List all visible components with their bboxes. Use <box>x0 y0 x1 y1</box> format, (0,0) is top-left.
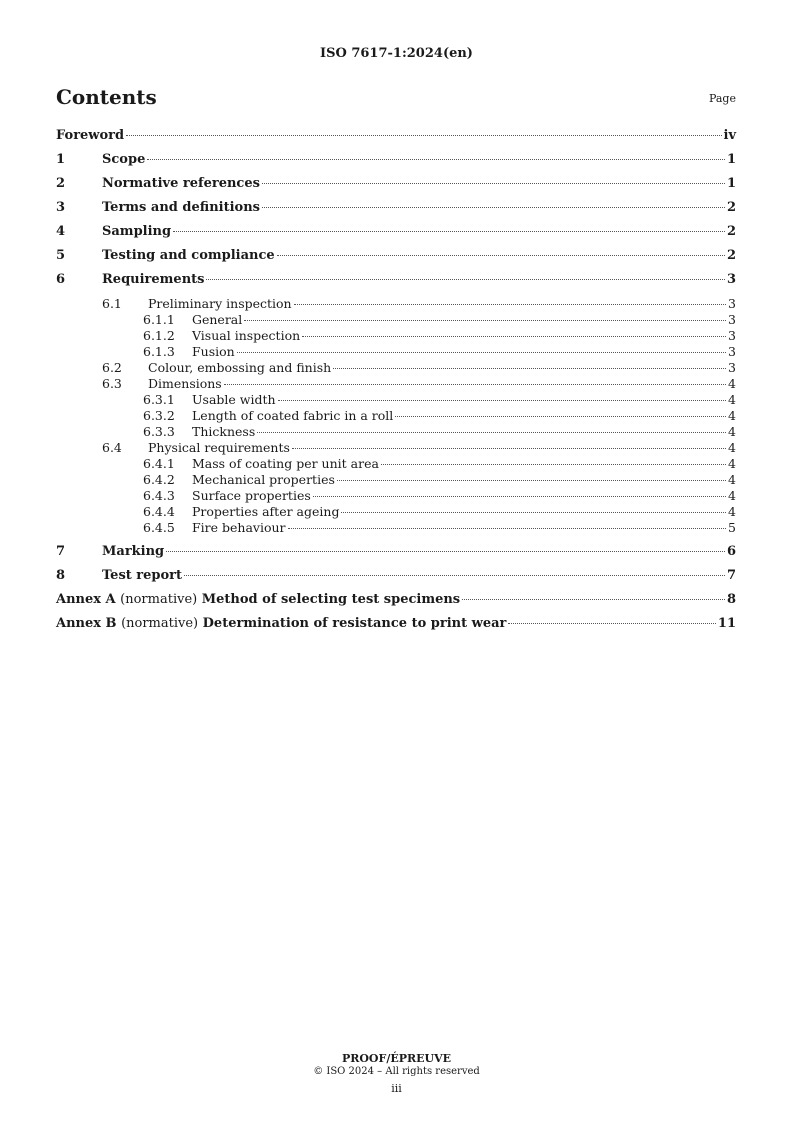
dot-leader <box>237 352 726 353</box>
toc-entry-properties-after-ageing[interactable] <box>56 504 736 520</box>
dot-leader <box>262 183 725 184</box>
toc-page: 4 <box>728 424 736 439</box>
toc-title: Mass of coating per unit area <box>192 456 379 471</box>
toc-entry-physical-requirements[interactable] <box>56 440 736 456</box>
dot-leader <box>395 416 726 417</box>
dot-leader <box>224 384 726 385</box>
dot-leader <box>288 528 727 529</box>
proof-label: PROOF/ÉPREUVE <box>341 1052 452 1065</box>
toc-page: 3 <box>728 312 736 327</box>
toc-page: 5 <box>728 520 736 535</box>
toc-title: General <box>192 312 243 327</box>
toc-number: 6 <box>56 272 66 287</box>
toc-title: Terms and definitions <box>102 200 260 215</box>
toc-number: 6.1 <box>102 296 122 311</box>
toc-entry-length-in-roll[interactable] <box>56 408 736 424</box>
toc-page: 3 <box>728 296 736 311</box>
toc-entry-annex-b[interactable] <box>56 616 736 640</box>
dot-leader <box>244 320 726 321</box>
annex-label: Annex B <box>56 616 117 631</box>
toc-number: 6.4.5 <box>143 520 175 535</box>
toc-entry-colour-embossing-finish[interactable] <box>56 360 736 376</box>
toc-number: 4 <box>56 224 66 239</box>
toc-page: 4 <box>728 440 736 455</box>
toc-number: 6.4.2 <box>143 472 175 487</box>
toc-entry-normative-references[interactable] <box>56 176 736 200</box>
toc-entry-usable-width[interactable] <box>56 392 736 408</box>
toc-title: Visual inspection <box>192 328 301 343</box>
toc-title: Normative references <box>102 176 260 191</box>
toc-entry-testing-compliance[interactable] <box>56 248 736 272</box>
dot-leader <box>147 159 725 160</box>
toc-number: 6.3 <box>102 376 122 391</box>
toc-title: Marking <box>102 544 165 559</box>
toc-title: Fusion <box>192 344 235 359</box>
toc-title: Scope <box>102 152 146 167</box>
toc-title: Test report <box>102 568 183 583</box>
toc-number: 6.4 <box>102 440 122 455</box>
toc-title: Testing and compliance <box>102 248 275 263</box>
toc-page: 11 <box>717 616 736 631</box>
toc-page: 2 <box>726 200 736 215</box>
toc-page: 1 <box>726 176 736 191</box>
toc-page: 8 <box>726 592 736 607</box>
toc-title: Length of coated fabric in a roll <box>192 408 394 423</box>
toc-entry-test-report[interactable] <box>56 568 736 592</box>
toc-page: 4 <box>728 472 736 487</box>
dot-leader <box>294 304 726 305</box>
toc-title: Colour, embossing and finish <box>148 360 332 375</box>
dot-leader <box>278 400 727 401</box>
toc-entry-mechanical-properties[interactable] <box>56 472 736 488</box>
toc-entry-annex-a[interactable] <box>56 592 736 616</box>
dot-leader <box>262 207 725 208</box>
toc-number: 5 <box>56 248 66 263</box>
dot-leader <box>277 255 725 256</box>
dot-leader <box>166 551 725 552</box>
toc-entry-sampling[interactable] <box>56 224 736 248</box>
dot-leader <box>462 599 725 600</box>
page-column-label: Page <box>708 92 736 105</box>
annex-type: (normative) <box>121 616 199 631</box>
table-of-contents <box>56 128 736 640</box>
toc-entry-foreword[interactable] <box>56 128 736 152</box>
toc-number: 3 <box>56 200 66 215</box>
toc-number: 8 <box>56 568 66 583</box>
toc-page: 4 <box>728 456 736 471</box>
toc-entry-terms-definitions[interactable] <box>56 200 736 224</box>
dot-leader <box>173 231 725 232</box>
toc-page: 4 <box>728 408 736 423</box>
toc-entry-fire-behaviour[interactable] <box>56 520 736 536</box>
toc-entry-requirements[interactable] <box>56 272 736 296</box>
toc-entry-dimensions[interactable] <box>56 376 736 392</box>
toc-title: Thickness <box>192 424 256 439</box>
toc-title: Physical requirements <box>148 440 290 455</box>
toc-number: 6.4.1 <box>143 456 175 471</box>
dot-leader <box>337 480 726 481</box>
toc-number: 6.1.3 <box>143 344 175 359</box>
toc-page: 4 <box>728 392 736 407</box>
toc-title: Foreword <box>56 128 125 143</box>
toc-entry-general[interactable] <box>56 312 736 328</box>
dot-leader <box>257 432 726 433</box>
dot-leader <box>126 135 721 136</box>
toc-entry-marking[interactable] <box>56 544 736 568</box>
page-number: iii <box>391 1082 402 1095</box>
dot-leader <box>292 448 726 449</box>
toc-title: Properties after ageing <box>192 504 340 519</box>
toc-title: Dimensions <box>148 376 222 391</box>
toc-page: 3 <box>728 328 736 343</box>
toc-page: 3 <box>728 344 736 359</box>
copyright-notice: © ISO 2024 – All rights reserved <box>313 1066 480 1077</box>
dot-leader <box>381 464 726 465</box>
toc-entry-visual-inspection[interactable] <box>56 328 736 344</box>
toc-entry-thickness[interactable] <box>56 424 736 440</box>
dot-leader <box>508 623 716 624</box>
toc-page: 2 <box>726 248 736 263</box>
page-footer <box>0 1052 793 1095</box>
toc-title: Sampling <box>102 224 172 239</box>
toc-title <box>56 592 460 607</box>
dot-leader <box>313 496 726 497</box>
annex-title: Determination of resistance to print wear <box>202 616 507 631</box>
toc-page: 4 <box>728 376 736 391</box>
toc-number: 6.2 <box>102 360 122 375</box>
toc-number: 2 <box>56 176 66 191</box>
toc-page: 3 <box>726 272 736 287</box>
dot-leader <box>302 336 726 337</box>
toc-page: iv <box>723 128 736 143</box>
toc-entry-mass-of-coating[interactable] <box>56 456 736 472</box>
toc-number: 1 <box>56 152 66 167</box>
toc-title: Mechanical properties <box>192 472 335 487</box>
document-id: ISO 7617-1:2024(en) <box>320 46 473 61</box>
toc-number: 6.1.2 <box>143 328 175 343</box>
annex-label: Annex A <box>56 592 116 607</box>
contents-title: Contents <box>56 85 157 109</box>
toc-number: 6.3.1 <box>143 392 175 407</box>
annex-title: Method of selecting test specimens <box>201 592 461 607</box>
toc-number: 6.4.3 <box>143 488 175 503</box>
toc-title: Surface properties <box>192 488 311 503</box>
toc-entry-preliminary-inspection[interactable] <box>56 296 736 312</box>
toc-page: 3 <box>728 360 736 375</box>
toc-title: Requirements <box>102 272 205 287</box>
toc-page: 1 <box>726 152 736 167</box>
toc-number: 6.1.1 <box>143 312 175 327</box>
toc-entry-surface-properties[interactable] <box>56 488 736 504</box>
toc-entry-scope[interactable] <box>56 152 736 176</box>
toc-number: 6.3.3 <box>143 424 175 439</box>
dot-leader <box>206 279 724 280</box>
dot-leader <box>341 512 726 513</box>
dot-leader <box>184 575 725 576</box>
toc-title: Fire behaviour <box>192 520 286 535</box>
toc-entry-fusion[interactable] <box>56 344 736 360</box>
toc-number: 6.3.2 <box>143 408 175 423</box>
toc-title: Preliminary inspection <box>148 296 292 311</box>
toc-page: 2 <box>726 224 736 239</box>
toc-title: Usable width <box>192 392 276 407</box>
toc-number: 6.4.4 <box>143 504 175 519</box>
toc-page: 7 <box>726 568 736 583</box>
toc-page: 6 <box>726 544 736 559</box>
toc-number: 7 <box>56 544 66 559</box>
toc-page: 4 <box>728 488 736 503</box>
annex-type: (normative) <box>120 592 198 607</box>
toc-page: 4 <box>728 504 736 519</box>
dot-leader <box>333 368 726 369</box>
toc-title <box>56 616 506 631</box>
